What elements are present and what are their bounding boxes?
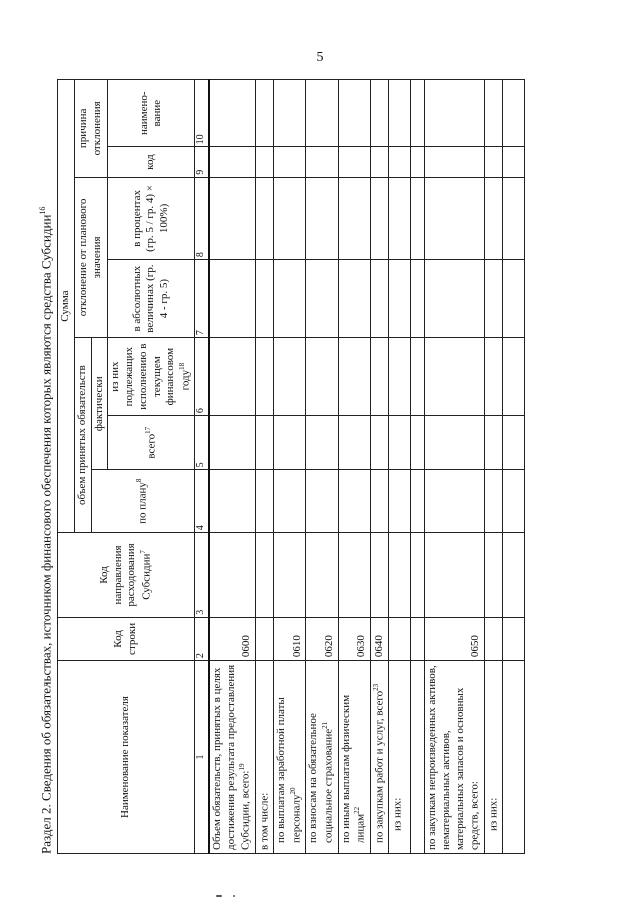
value-cell xyxy=(338,80,370,147)
value-cell xyxy=(338,147,370,177)
row-name xyxy=(503,661,525,854)
value-cell xyxy=(306,416,338,470)
value-cell xyxy=(425,260,485,338)
row-code xyxy=(484,617,502,660)
value-cell xyxy=(425,338,485,416)
header-plan: по плану$^8$ xyxy=(91,470,195,533)
value-cell xyxy=(306,470,338,533)
header-name: Наименование показателя xyxy=(58,661,195,854)
row-name: по иным выплатам физическим лицам$^{22}$ xyxy=(338,661,370,854)
row-code: 0640 xyxy=(370,617,388,660)
value-cell xyxy=(255,533,273,618)
column-number: 10 xyxy=(195,80,209,147)
value-cell xyxy=(425,533,485,618)
table-row xyxy=(338,80,370,854)
row-code: 0650 xyxy=(425,617,485,660)
value-cell xyxy=(209,338,255,416)
obligations-table xyxy=(57,79,525,854)
value-cell xyxy=(255,338,273,416)
value-cell xyxy=(306,533,338,618)
column-number: 7 xyxy=(195,260,209,338)
table-row xyxy=(484,80,502,854)
row-code xyxy=(255,617,273,660)
value-cell xyxy=(209,177,255,259)
value-cell xyxy=(503,416,525,470)
value-cell xyxy=(370,533,388,618)
value-cell xyxy=(209,533,255,618)
value-cell xyxy=(338,338,370,416)
row-code: 0630 xyxy=(338,617,370,660)
value-cell xyxy=(411,147,425,177)
row-name: из них: xyxy=(389,661,411,854)
row-name: по закупкам непроизведенных активов, нематериальных активов, материальных запасов и основных средств, всего: xyxy=(425,661,485,854)
header-direction: Код направления расходования Субсидии$^7$ xyxy=(58,533,195,618)
value-cell xyxy=(389,416,411,470)
header-of-which: из них подлежащих исполнению в текущем финансовом году$^{18}$ xyxy=(108,338,195,416)
value-cell xyxy=(370,338,388,416)
value-cell xyxy=(484,260,502,338)
column-number: 3 xyxy=(195,533,209,618)
value-cell xyxy=(411,416,425,470)
column-number: 8 xyxy=(195,177,209,259)
value-cell xyxy=(274,147,306,177)
header-reason-code: код xyxy=(108,147,195,177)
table-row xyxy=(389,80,411,854)
table-row xyxy=(274,80,306,854)
value-cell xyxy=(209,416,255,470)
column-number: 6 xyxy=(195,338,209,416)
row-name: по взносам на обязательное социальное страхование$^{21}$ xyxy=(306,661,338,854)
column-number: 1 xyxy=(195,661,209,854)
value-cell xyxy=(255,470,273,533)
value-cell xyxy=(411,260,425,338)
value-cell xyxy=(255,80,273,147)
value-cell xyxy=(274,533,306,618)
value-cell xyxy=(209,470,255,533)
table-row xyxy=(370,80,388,854)
value-cell xyxy=(255,416,273,470)
table-row xyxy=(425,80,485,854)
row-name: по выплатам заработной платы персоналу$^{20}$ xyxy=(274,661,306,854)
value-cell xyxy=(306,338,338,416)
value-cell xyxy=(484,80,502,147)
value-cell xyxy=(503,147,525,177)
value-cell xyxy=(503,533,525,618)
value-cell xyxy=(338,177,370,259)
value-cell xyxy=(425,177,485,259)
value-cell xyxy=(503,338,525,416)
table-row xyxy=(411,80,425,854)
value-cell xyxy=(484,338,502,416)
scan-speck xyxy=(233,895,235,897)
value-cell xyxy=(503,177,525,259)
header-reason: причина отклонения xyxy=(74,80,108,178)
value-cell xyxy=(389,177,411,259)
row-code xyxy=(503,617,525,660)
value-cell xyxy=(274,80,306,147)
value-cell xyxy=(425,416,485,470)
value-cell xyxy=(484,533,502,618)
value-cell xyxy=(209,80,255,147)
value-cell xyxy=(274,338,306,416)
value-cell xyxy=(389,470,411,533)
row-code xyxy=(411,617,425,660)
row-name: из них: xyxy=(484,661,502,854)
value-cell xyxy=(370,147,388,177)
column-number: 2 xyxy=(195,617,209,660)
row-code: 0610 xyxy=(274,617,306,660)
header-sum: Сумма xyxy=(58,80,75,533)
value-cell xyxy=(411,80,425,147)
value-cell xyxy=(425,147,485,177)
value-cell xyxy=(425,470,485,533)
value-cell xyxy=(389,80,411,147)
column-number: 9 xyxy=(195,147,209,177)
value-cell xyxy=(389,260,411,338)
scan-speck xyxy=(216,895,222,897)
header-abs: в абсолютных величинах (гр. 4 - гр. 5) xyxy=(108,260,195,338)
column-number: 4 xyxy=(195,470,209,533)
value-cell xyxy=(255,147,273,177)
value-cell xyxy=(484,177,502,259)
row-name: Объем обязательств, принятых в целях достижения результата предоставления Субсидии, всего:$^{19}$ xyxy=(209,661,255,854)
value-cell xyxy=(306,80,338,147)
value-cell xyxy=(411,533,425,618)
value-cell xyxy=(338,416,370,470)
value-cell xyxy=(274,177,306,259)
row-code: 0620 xyxy=(306,617,338,660)
value-cell xyxy=(274,470,306,533)
row-name: по закупкам работ и услуг, всего$^{23}$ xyxy=(370,661,388,854)
value-cell xyxy=(370,260,388,338)
value-cell xyxy=(274,260,306,338)
value-cell xyxy=(503,260,525,338)
header-code: Код строки xyxy=(58,617,195,660)
header-volume: объем принятых обязательств xyxy=(74,338,91,533)
value-cell xyxy=(338,260,370,338)
header-pct: в процентах (гр. 5 / гр. 4) × 100%) xyxy=(108,177,195,259)
row-name xyxy=(411,661,425,854)
value-cell xyxy=(425,80,485,147)
value-cell xyxy=(209,147,255,177)
value-cell xyxy=(209,260,255,338)
value-cell xyxy=(306,147,338,177)
value-cell xyxy=(370,177,388,259)
value-cell xyxy=(411,338,425,416)
value-cell xyxy=(389,533,411,618)
value-cell xyxy=(503,80,525,147)
value-cell xyxy=(370,416,388,470)
value-cell xyxy=(370,470,388,533)
column-number: 5 xyxy=(195,416,209,470)
table-row xyxy=(503,80,525,854)
row-name: в том числе: xyxy=(255,661,273,854)
value-cell xyxy=(370,80,388,147)
row-code xyxy=(389,617,411,660)
value-cell xyxy=(306,177,338,259)
value-cell xyxy=(274,416,306,470)
value-cell xyxy=(411,177,425,259)
value-cell xyxy=(306,260,338,338)
value-cell xyxy=(338,470,370,533)
value-cell xyxy=(389,147,411,177)
value-cell xyxy=(411,470,425,533)
table-row xyxy=(306,80,338,854)
value-cell xyxy=(503,470,525,533)
table-body xyxy=(209,80,525,854)
value-cell xyxy=(484,147,502,177)
header-total: всего$^{17}$ xyxy=(108,416,195,470)
value-cell xyxy=(484,416,502,470)
row-code: 0600 xyxy=(209,617,255,660)
value-cell xyxy=(255,177,273,259)
page-number: 5 xyxy=(316,50,324,65)
section-title: Раздел 2. Сведения об обязательствах, источником финансового обеспечения которых являются средства Субсидии$^{16}$ xyxy=(38,206,54,854)
header-actual: фактически xyxy=(91,338,108,470)
value-cell xyxy=(338,533,370,618)
header-deviation: отклонение от планового значения xyxy=(74,177,108,337)
value-cell xyxy=(255,260,273,338)
value-cell xyxy=(389,338,411,416)
header-reason-name: наимено-вание xyxy=(108,80,195,147)
table-row xyxy=(255,80,273,854)
rotated-sheet xyxy=(35,72,615,862)
value-cell xyxy=(484,470,502,533)
column-number-row xyxy=(195,80,209,854)
table-row xyxy=(209,80,255,854)
